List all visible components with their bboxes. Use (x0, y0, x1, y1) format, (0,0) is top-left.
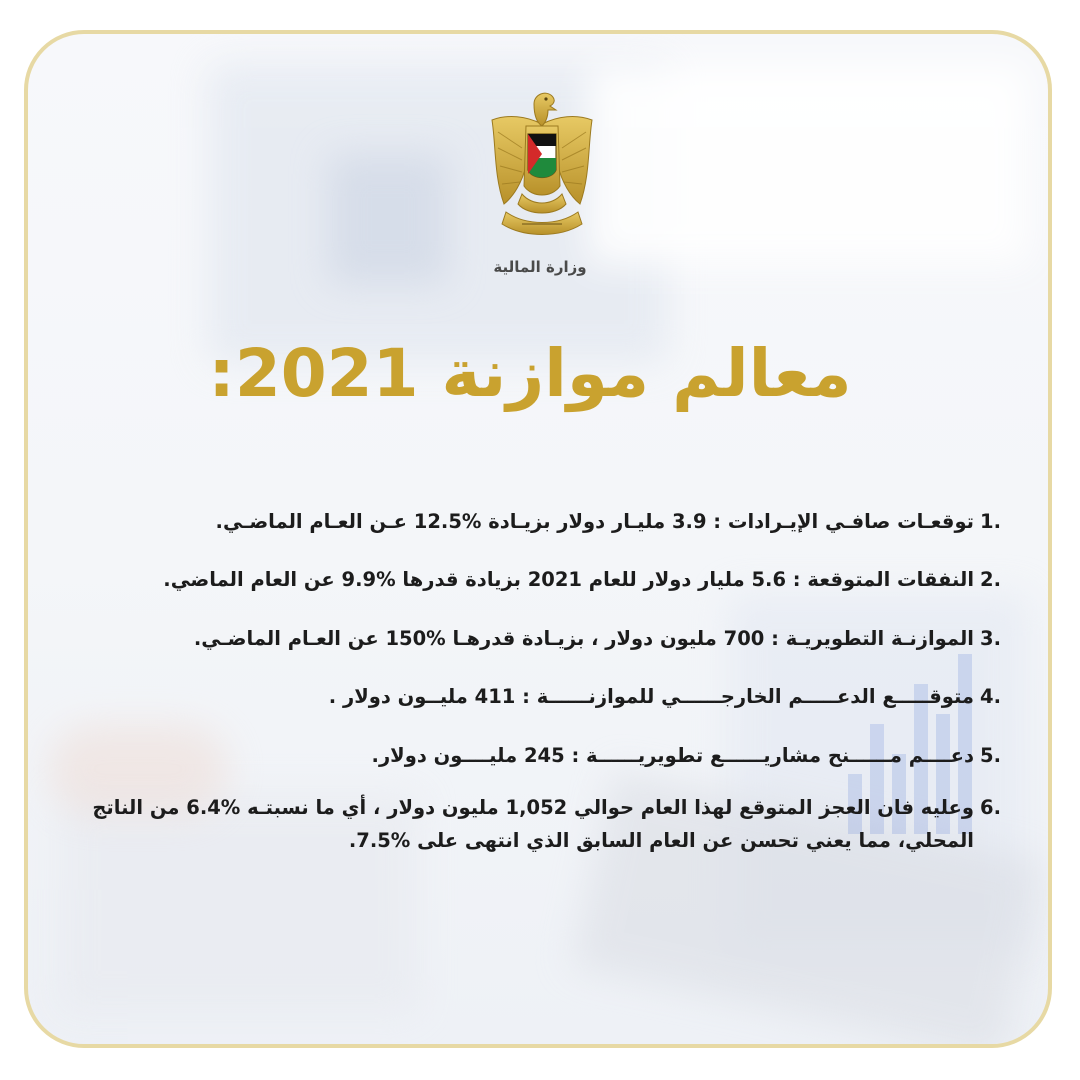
item-text: النفقات المتوقعة : 5.6 مليار دولار للعام 2021 بزيادة قدرها %9.9 عن العام الماضي. (163, 568, 974, 592)
item-text: متوقـــــع الدعـــــم الخارجــــــي للموازنــــــة : 411 مليــون دولار . (328, 685, 974, 709)
list-item (54, 551, 1014, 610)
item-text: دعــــم مــــــنح مشاريــــــع تطويريــــــة : 245 مليــــون دولار. (371, 743, 974, 767)
background-window (588, 64, 1028, 264)
palestine-eagle-emblem-icon (486, 86, 598, 246)
budget-highlights-list (54, 492, 1014, 857)
list-item (54, 668, 1014, 727)
list-item (54, 785, 1014, 857)
item-text: توقعـات صافـي الإيـرادات : 3.9 مليـار دولار بزيـادة %12.5 عـن العـام الماضـي. (215, 509, 974, 533)
list-item (54, 726, 1014, 785)
item-number: 3. (980, 626, 1001, 650)
item-number: 6. (980, 795, 1001, 819)
page-title: معالم موازنة 2021: (208, 335, 852, 412)
item-number: 4. (980, 685, 1001, 709)
background-monitor-chart (328, 154, 448, 284)
list-item (54, 492, 1014, 551)
item-number: 5. (980, 743, 1001, 767)
item-text: الموازنـة التطويريـة : 700 مليون دولار ، بزيـادة قدرهـا %150 عن العـام الماضـي. (193, 626, 974, 650)
item-text: وعليه فان العجز المتوقع لهذا العام حوالي 1,052 مليون دولار ، أي ما نسبتـه %6.4 من الناتج المحلي، مما يعني تحسن عن العام السابق الذي انتهى على %7.5. (92, 795, 974, 852)
ministry-label: وزارة المالية (493, 258, 587, 276)
item-number: 2. (980, 568, 1001, 592)
item-number: 1. (980, 509, 1001, 533)
list-item (54, 609, 1014, 668)
